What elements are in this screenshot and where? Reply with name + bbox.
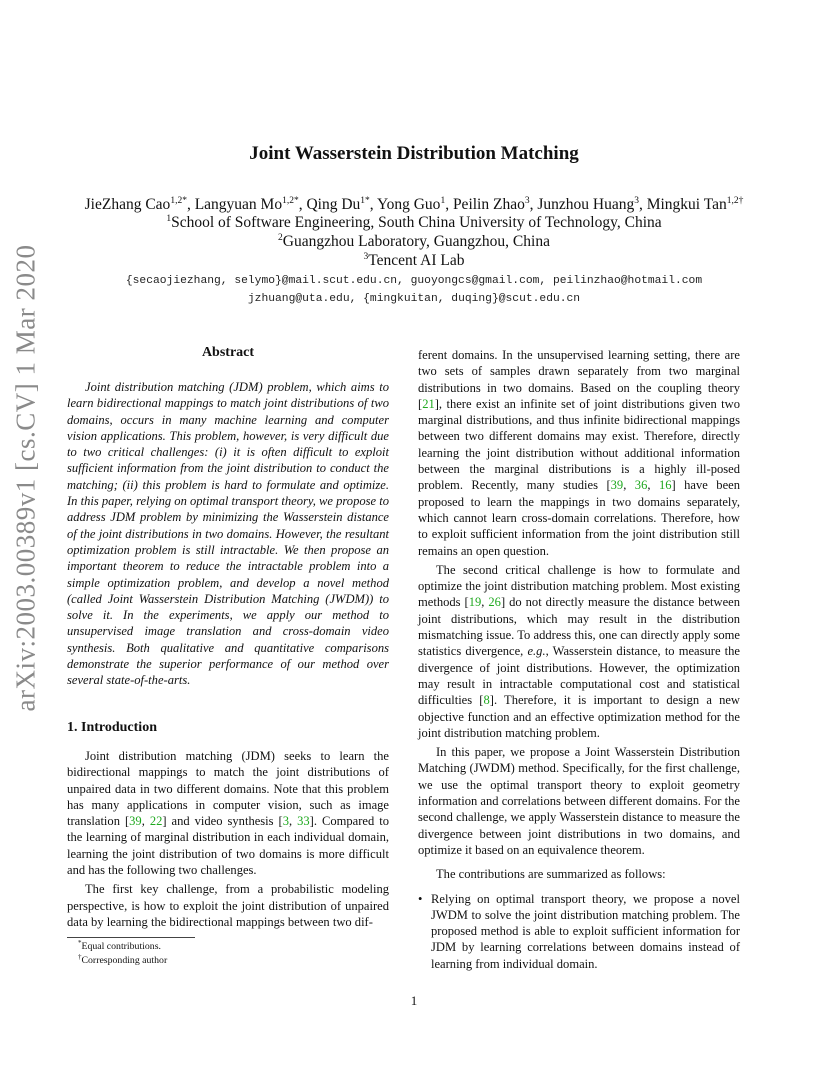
- affiliation-mark: 3: [363, 252, 369, 262]
- author-name: Mingkui Tan: [646, 196, 727, 213]
- affiliation-line: [0, 214, 828, 232]
- author-affiliation-mark: 3: [524, 196, 530, 206]
- affiliation-mark: 2: [278, 233, 283, 243]
- emphasis: e.g.: [527, 644, 546, 659]
- intro-heading: 1. Introduction: [67, 720, 157, 735]
- intro-body: [67, 748, 389, 930]
- affiliation-line: [0, 252, 828, 270]
- page-number: 1: [410, 993, 418, 1008]
- author-affiliation-mark: 1*: [360, 196, 370, 206]
- affiliation-line: [0, 233, 828, 251]
- affiliation-text: Guangzhou Laboratory, Guangzhou, China: [282, 233, 550, 250]
- author-name: Junzhou Huang: [537, 196, 635, 213]
- author-affiliation-mark: 3: [634, 196, 639, 206]
- citation-link[interactable]: 16: [658, 478, 672, 493]
- citation-link[interactable]: 39: [610, 478, 624, 493]
- email-line-1: {secaojiezhang, selymo}@mail.scut.edu.cn, guoyongcs@gmail.com, peilinzhao@hotmail.com: [125, 275, 703, 287]
- abstract-text: Joint distribution matching (JDM) problem, which aims to learn bidirectional mappings to match joint distributions of two domains, occurs in many machine learning and computer vision applications. This problem, however, is very difficult due to two critical challenges: (i) it is often difficult to exploit sufficient information from the joint distribution to conduct the matching; (ii) this problem is hard to formulate and optimize. In this paper, relying on optimal transport theory, we propose to address JDM problem by minimizing the Wasserstein distance of the joint distributions in two domains. However, the resultant optimization problem is still intractable. We then propose an important theorem to reduce the intractable problem into a simple optimization problem, and develop a novel method (called Joint Wasserstein Distribution Matching (JWDM)) to solve it. In the experiments, we apply our method to unsupervised image translation and cross-domain video synthesis. Both qualitative and quantitative comparisons demonstrate the superior performance of our method over several state-of-the-arts.: [67, 380, 389, 688]
- author-list: JieZhang Cao$^{1,2*}$, Langyuan $Mo^{1,2*}$, Qing $Du^{1*}$, Yong Guo$^1$, Peilin Zhao$^3$, Junzhou Huang$^3$, Mingkui Tan$^{1,2\dagger}$: [84, 196, 744, 213]
- citation-link[interactable]: 22: [149, 814, 163, 829]
- citation-link[interactable]: 19: [468, 595, 482, 610]
- citation-link[interactable]: 3: [282, 814, 289, 829]
- citation-link[interactable]: 21: [422, 396, 435, 411]
- abstract-heading: Abstract: [201, 345, 255, 360]
- author-name: Yong Guo: [376, 196, 441, 213]
- author-affiliation-mark: 1,2*: [282, 196, 299, 206]
- right-paragraph-4: The contributions are summarized as follows:: [436, 867, 666, 882]
- intro-paragraph-2: The first key challenge, from a probabilistic modeling perspective, is how to exploit the joint distribution of unpaired data by learning the bidirectional mappings between two dif-: [67, 882, 389, 929]
- footnote-equal: *Equal contributions.: [78, 939, 161, 952]
- contribution-item: • Relying on optimal transport theory, we propose a novel JWDM to solve the joint distribution matching problem. The proposed method is able to exploit sufficient information for JDM by learning correlations between domains instead of learning from individual domain.: [418, 891, 740, 972]
- affiliation-text: School of Software Engineering, South China University of Technology, China: [171, 214, 662, 231]
- email-line-2: jzhuang@uta.edu, {mingkuitan, duqing}@scut.edu.cn: [247, 293, 581, 305]
- paper-title: Joint Wasserstein Distribution Matching: [249, 143, 579, 164]
- author-name: Langyuan Mo: [194, 196, 283, 213]
- affiliation-text: Tencent AI Lab: [368, 252, 465, 269]
- arxiv-id: arXiv:2003.00389v1 [cs.CV] 1 Mar 2020: [10, 244, 41, 712]
- author-name: JieZhang Cao: [84, 196, 171, 213]
- affiliation-mark: 1: [166, 214, 172, 224]
- right-column: [418, 347, 740, 972]
- author-name: Qing Du: [306, 196, 361, 213]
- abstract-body: [67, 379, 389, 689]
- author-name: Peilin Zhao: [452, 196, 525, 213]
- author-affiliation-mark: 1,2†: [726, 196, 744, 206]
- author-affiliation-mark: 1: [440, 196, 446, 206]
- intro-paragraph-1: Joint distribution matching (JDM) seeks to learn the bidirectional mappings to match the joint distributions of unpaired data in two different domains. Note that this problem has many applications in computer vision, such as image translation [39, 22] and video synthesis [3, 33]. Compared to the learning of marginal distribution in each individual domain, learning the joint distribution of two domains is more difficult and has the following two challenges.: [67, 749, 389, 878]
- author-affiliation-mark: 1,2*: [170, 196, 187, 206]
- footnote-rule: [67, 937, 195, 938]
- right-paragraph-1: ferent domains. In the unsupervised learning setting, there are two sets of samples drawn separately from two marginal distributions in two domains. Based on the coupling theory [21], there exist an infinite set of joint distributions given two marginal distributions, and thus infinite bidirectional mappings between two different domains may exist. Therefore, directly learning the joint distribution without additional information between the marginal distributions is a highly ill-posed problem. Recently, many studies [39, 36, 16] have been proposed to learn the mappings in two domains separately, which cannot learn cross-domain correlations. Therefore, how to exploit sufficient information from the joint distribution still remains an open question.: [418, 348, 740, 558]
- right-paragraph-3: In this paper, we propose a Joint Wasserstein Distribution Matching (JWDM) method. Specifically, for the first challenge, we use the optimal transport theory to exploit geometry information and correlations between different domains. For the second challenge, we apply Wasserstein distance to measure the divergence between joint distributions in two domains, and optimize it based on an equivalence theorem.: [418, 745, 740, 857]
- citation-link[interactable]: 36: [634, 478, 648, 493]
- citation-link[interactable]: 39: [129, 814, 142, 829]
- citation-link[interactable]: 8: [483, 693, 490, 708]
- right-paragraph-2: The second critical challenge is how to formulate and optimize the joint distribution matching problem. Most existing methods [19, 26] do not directly measure the distance between joint distributions, which may result in the distribution mismatching issue. To address this, one can directly apply some statistics divergence, e.g., Wasserstein distance, to measure the divergence of joint distributions. However, the optimization may result in intractable computational cost and statistical difficulties [8]. Therefore, it is important to design a new objective function and an effective optimization method for the joint distribution matching problem.: [418, 562, 741, 740]
- contributions-list: [418, 891, 740, 972]
- citation-link[interactable]: 26: [488, 595, 501, 610]
- footnote-corresponding: †Corresponding author: [78, 953, 168, 966]
- citation-link[interactable]: 33: [297, 814, 310, 829]
